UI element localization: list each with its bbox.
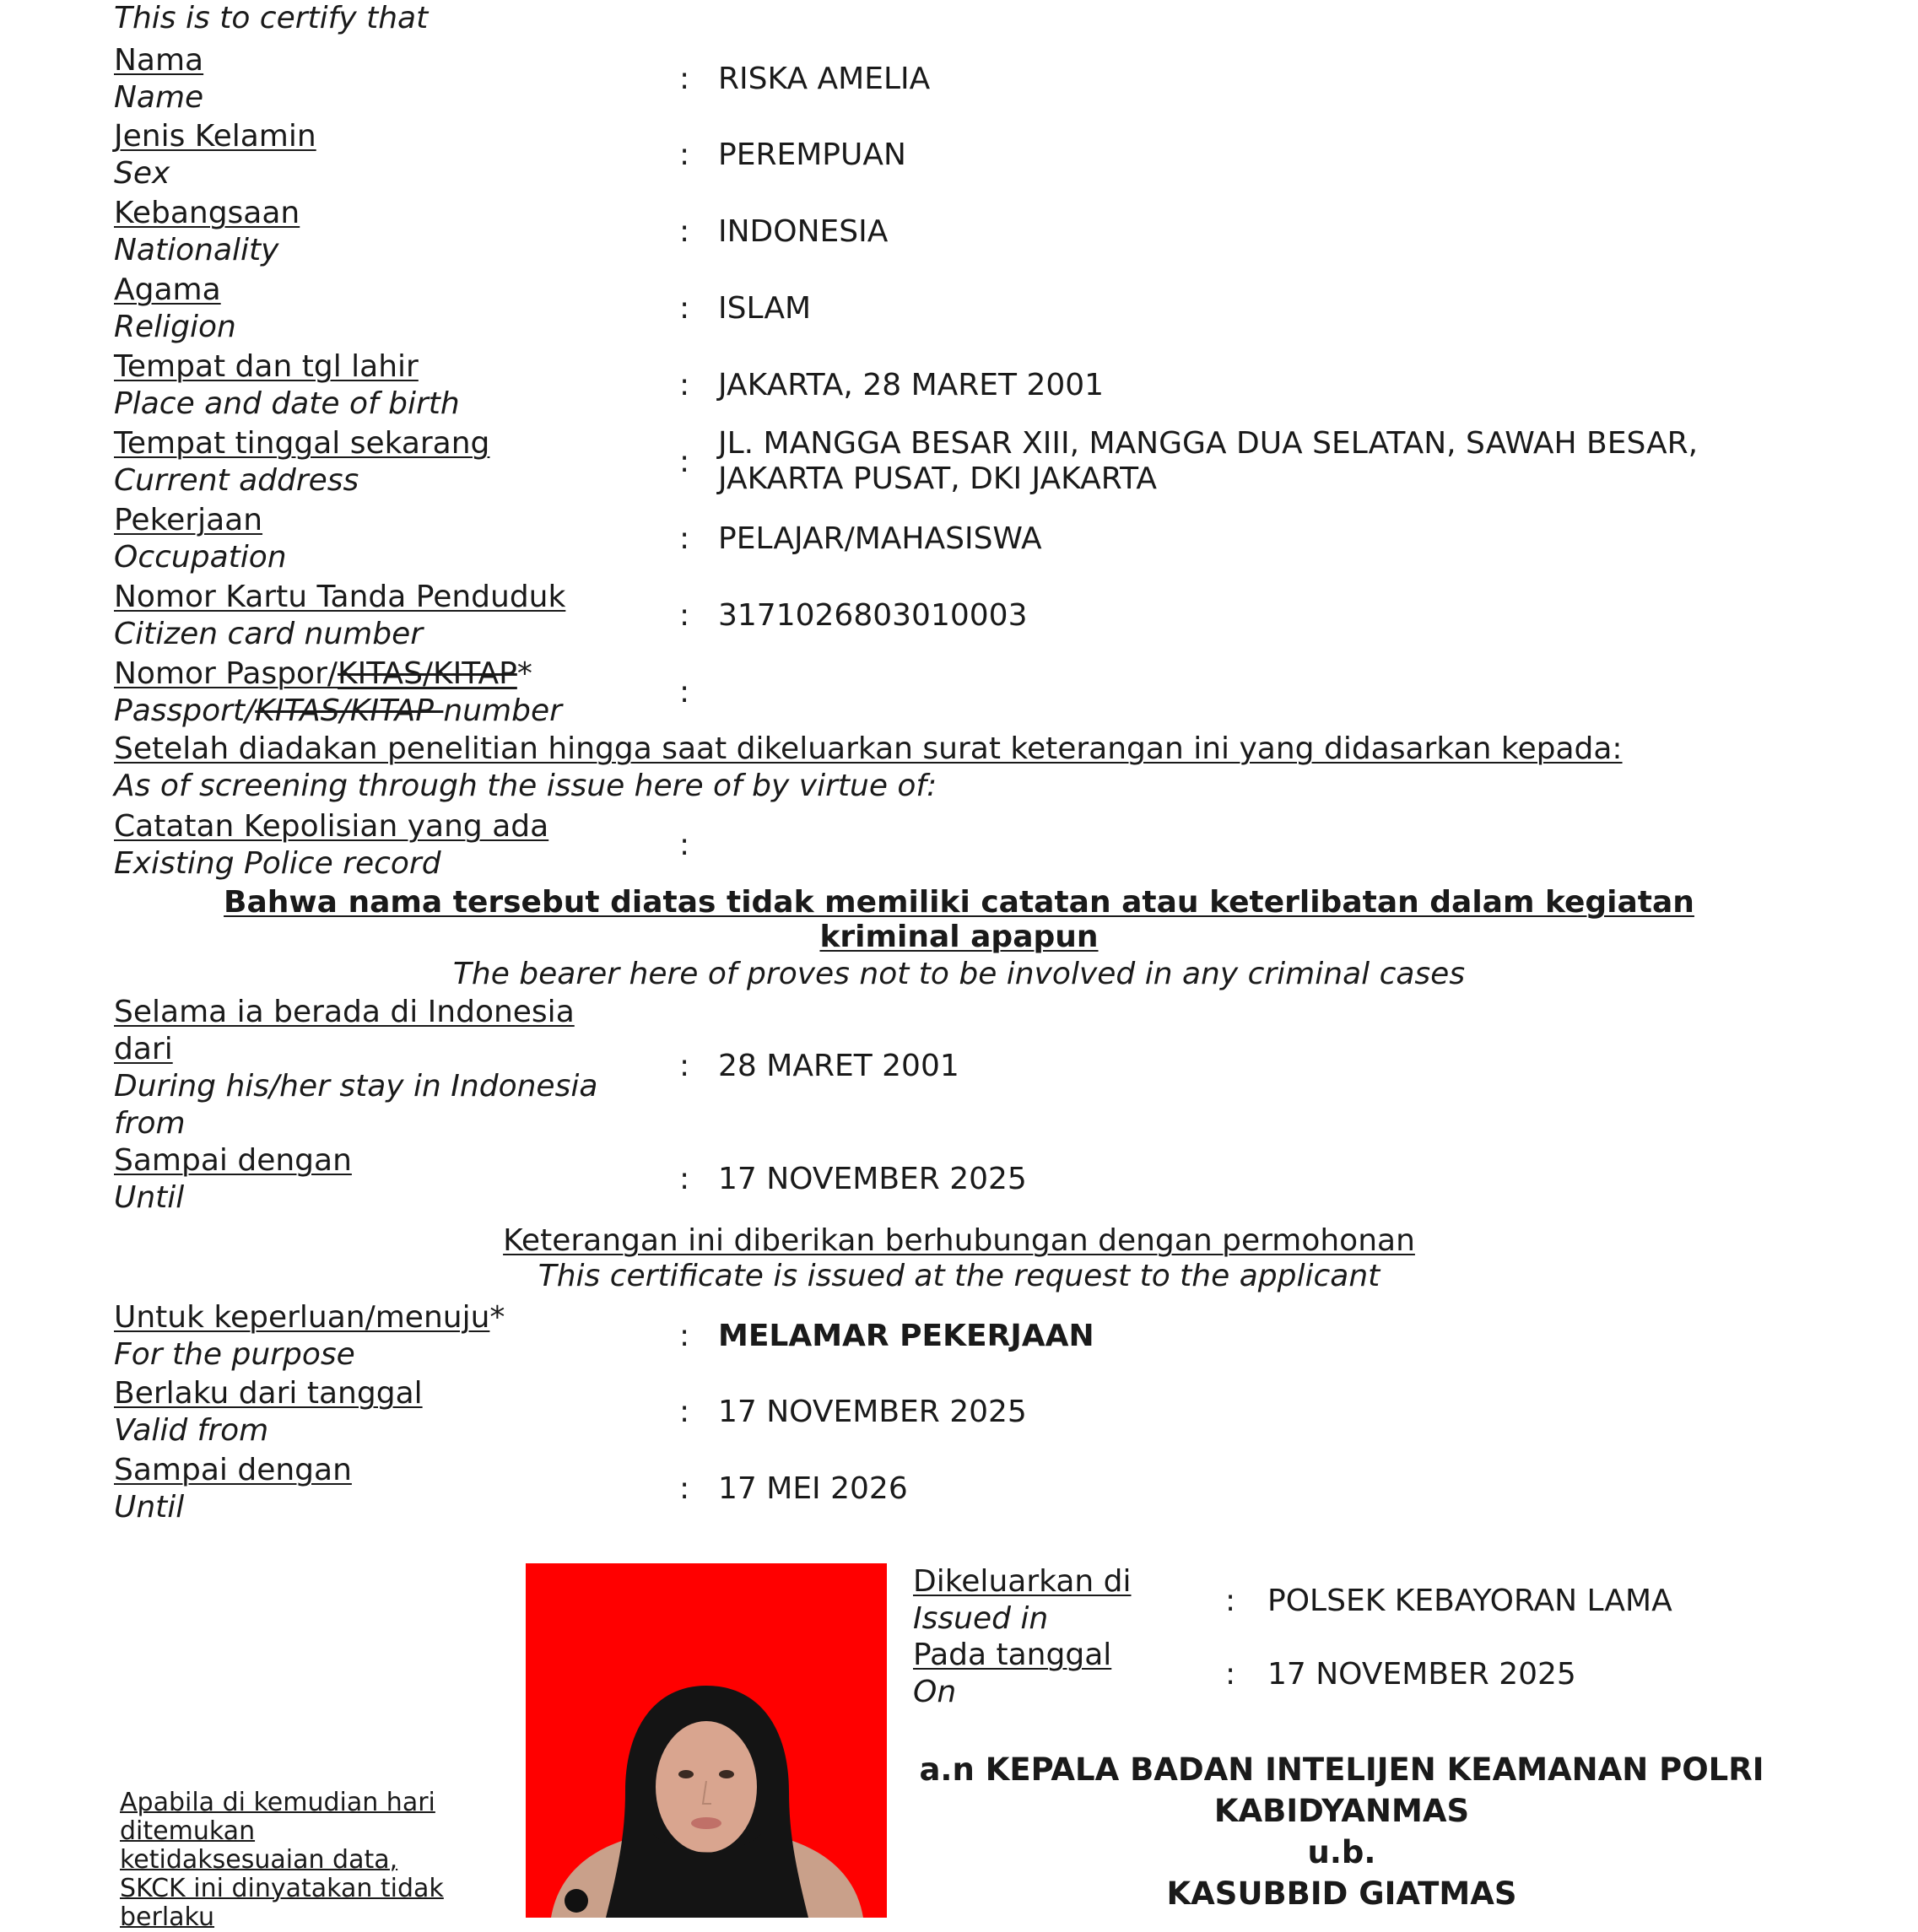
colon: : xyxy=(1225,1657,1236,1692)
issued-place-label-en: Issued in xyxy=(913,1601,1049,1636)
note-line: SKCK ini dinyatakan tidak xyxy=(120,1874,444,1903)
colon: : xyxy=(1225,1584,1236,1618)
note-line: ditemukan xyxy=(120,1816,256,1846)
value-address-line1: JL. MANGGA BESAR XIII, MANGGA DUA SELATAN, SAWAH BESAR, xyxy=(718,426,1699,461)
colon: : xyxy=(679,521,690,556)
label-en: Until xyxy=(114,1180,185,1215)
label-en: Existing Police record xyxy=(114,846,441,881)
note-line: berlaku xyxy=(120,1902,215,1932)
issued-date-label-en: On xyxy=(913,1675,957,1709)
label-id-part: Nomor Paspor/ xyxy=(114,656,338,691)
label-en xyxy=(114,693,562,729)
field-row-purpose xyxy=(114,1299,1802,1373)
value-valid-from: 17 NOVEMBER 2025 xyxy=(718,1395,1027,1429)
field-row-stay-until xyxy=(114,1142,1802,1217)
label-en: Sex xyxy=(114,156,170,191)
value-religion: ISLAM xyxy=(718,291,812,326)
value-sex: PEREMPUAN xyxy=(718,138,906,172)
colon: : xyxy=(679,138,690,172)
value-nationality: INDONESIA xyxy=(718,214,889,249)
colon: : xyxy=(679,291,690,326)
label-id: Tempat tinggal sekarang xyxy=(114,426,490,461)
note-line: Apabila di kemudian hari xyxy=(120,1788,435,1817)
label-id xyxy=(114,1299,505,1336)
field-row-police-record xyxy=(114,808,1802,882)
issued-date-label-id: Pada tanggal xyxy=(913,1638,1112,1672)
label-id: Nomor Kartu Tanda Penduduk xyxy=(114,580,566,614)
label-id: Berlaku dari tanggal xyxy=(114,1376,423,1411)
label-en: Place and date of birth xyxy=(114,386,460,421)
validity-note xyxy=(120,1789,474,1932)
label-en: from xyxy=(114,1106,186,1141)
label-id: Pekerjaan xyxy=(114,503,263,537)
label-en: Citizen card number xyxy=(114,617,424,651)
label-en: Current address xyxy=(114,463,359,498)
label-en: Occupation xyxy=(114,540,287,575)
colon: : xyxy=(679,214,690,249)
colon: : xyxy=(679,1049,690,1083)
label-id: Kebangsaan xyxy=(114,196,300,230)
colon: : xyxy=(679,675,690,710)
label-id xyxy=(114,656,532,692)
label-id: dari xyxy=(114,1032,173,1066)
label-en-strike: KITAS/KITAP xyxy=(255,693,444,728)
signatory-line3: u.b. xyxy=(1307,1834,1376,1870)
colon: : xyxy=(679,1471,690,1506)
field-row-occupation xyxy=(114,502,1802,576)
value-birth: JAKARTA, 28 MARET 2001 xyxy=(718,368,1105,402)
screening-text-en: As of screening through the issue here of by virtue of: xyxy=(114,769,937,803)
intro-text: This is to certify that xyxy=(114,1,429,35)
field-row-nationality xyxy=(114,195,1802,269)
label-id: Jenis Kelamin xyxy=(114,119,316,154)
value-valid-until: 17 MEI 2026 xyxy=(718,1471,908,1506)
colon: : xyxy=(679,445,690,479)
label-id-part: Untuk keperluan/menuju xyxy=(114,1300,490,1335)
value-purpose: MELAMAR PEKERJAAN xyxy=(718,1319,1094,1353)
label-id-strike: KITAS/KITAP xyxy=(338,656,517,691)
portrait-image xyxy=(526,1563,887,1918)
field-row-passport xyxy=(114,656,1802,730)
screening-text-id: Setelah diadakan penelitian hingga saat dikeluarkan surat keterangan ini yang didasarkan kepada: xyxy=(114,731,1623,766)
label-en: Nationality xyxy=(114,233,279,267)
field-row-valid-from xyxy=(114,1375,1802,1449)
colon: : xyxy=(679,1395,690,1429)
colon: : xyxy=(679,368,690,402)
value-name: RISKA AMELIA xyxy=(718,62,931,96)
asterisk: * xyxy=(516,656,532,691)
statement-en: The bearer here of proves not to be involved in any criminal cases xyxy=(452,957,1466,991)
field-row-stay-from xyxy=(114,994,1802,1146)
field-row-citizen-card xyxy=(114,579,1802,653)
colon: : xyxy=(679,598,690,633)
field-row-valid-until xyxy=(114,1452,1802,1526)
label-en: Religion xyxy=(114,310,236,344)
colon: : xyxy=(679,828,690,862)
label-en: For the purpose xyxy=(114,1337,355,1372)
note-line: ketidaksesuaian data, xyxy=(120,1845,398,1875)
field-row-sex xyxy=(114,118,1802,192)
colon: : xyxy=(679,1319,690,1353)
label-id: Sampai dengan xyxy=(114,1453,352,1487)
value-occupation: PELAJAR/MAHASISWA xyxy=(718,521,1042,556)
field-row-name xyxy=(114,42,1802,116)
request-text-id: Keterangan ini diberikan berhubungan dengan permohonan xyxy=(503,1223,1415,1258)
label-id: Agama xyxy=(114,273,221,307)
label-id: Sampai dengan xyxy=(114,1143,352,1178)
label-id: Catatan Kepolisian yang ada xyxy=(114,809,549,844)
statement-line1: Bahwa nama tersebut diatas tidak memiliki catatan atau keterlibatan dalam kegiatan xyxy=(224,885,1694,920)
label-en: Valid from xyxy=(114,1413,269,1448)
value-citizen-card: 3171026803010003 xyxy=(718,598,1028,633)
signatory-line2: KABIDYANMAS xyxy=(1213,1793,1470,1829)
label-id: Selama ia berada di Indonesia xyxy=(114,995,575,1029)
colon: : xyxy=(679,62,690,96)
request-text-en: This certificate is issued at the request to the applicant xyxy=(538,1259,1380,1293)
asterisk: * xyxy=(489,1300,505,1335)
issued-place-label-id: Dikeluarkan di xyxy=(913,1564,1132,1599)
statement-line2: kriminal apapun xyxy=(819,920,1099,954)
applicant-photo xyxy=(526,1563,887,1918)
value-address-line2: JAKARTA PUSAT, DKI JAKARTA xyxy=(718,461,1157,496)
field-row-religion xyxy=(114,272,1802,346)
label-en-part: number xyxy=(443,693,562,728)
value-stay-until: 17 NOVEMBER 2025 xyxy=(718,1162,1027,1196)
label-id: Tempat dan tgl lahir xyxy=(114,349,419,384)
field-row-address xyxy=(114,425,1802,499)
issued-place-value: POLSEK KEBAYORAN LAMA xyxy=(1267,1584,1672,1618)
label-en: Until xyxy=(114,1490,185,1525)
signatory-line4: KASUBBID GIATMAS xyxy=(1166,1875,1517,1912)
issued-date-value: 17 NOVEMBER 2025 xyxy=(1267,1657,1576,1692)
colon: : xyxy=(679,1162,690,1196)
value-stay-from: 28 MARET 2001 xyxy=(718,1049,959,1083)
label-en-part: Passport/ xyxy=(114,693,256,728)
label-en: During his/her stay in Indonesia xyxy=(114,1069,598,1104)
label-id: Nama xyxy=(114,43,204,78)
label-en: Name xyxy=(114,80,204,115)
signatory-line1: a.n KEPALA BADAN INTELIJEN KEAMANAN POLRI xyxy=(919,1751,1764,1788)
field-row-birth xyxy=(114,348,1802,423)
